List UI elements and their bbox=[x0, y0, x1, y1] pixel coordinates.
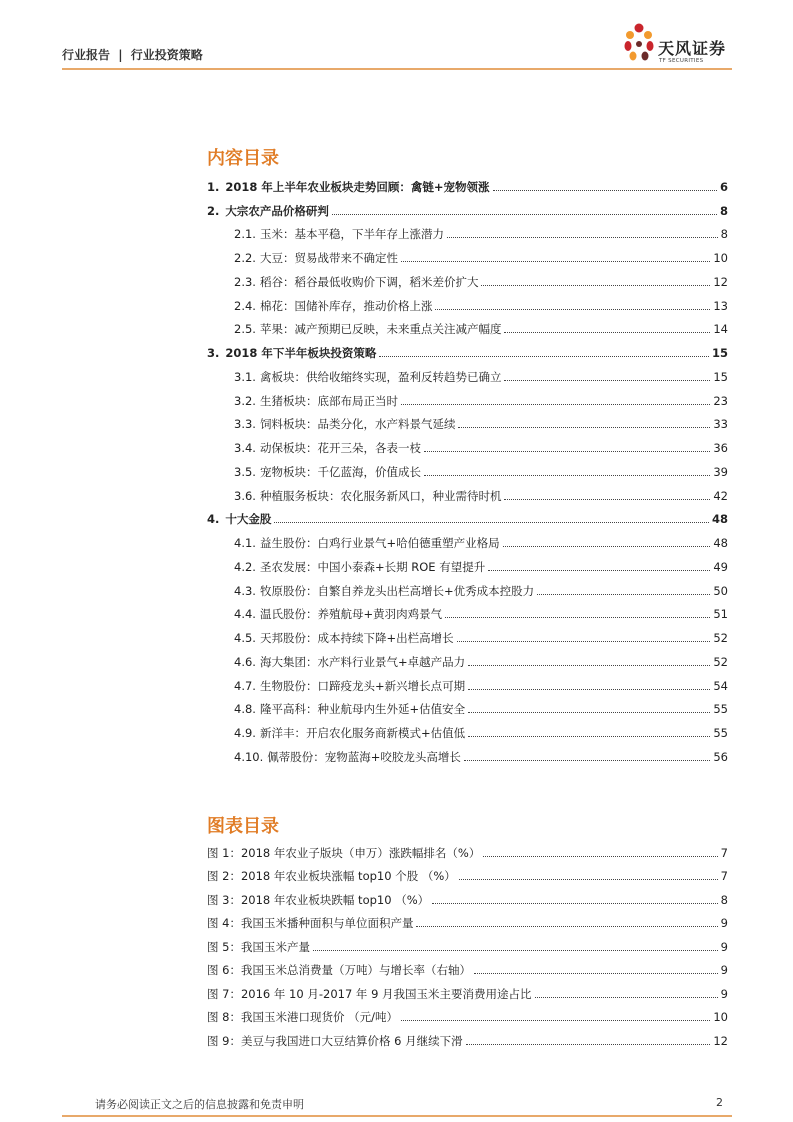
toc-list bbox=[207, 170, 728, 764]
entry-title: 2016 年 10 月-2017 年 9 月我国玉米主要消费用途占比 bbox=[240, 986, 532, 1001]
entry-number: 2.4. bbox=[234, 298, 256, 313]
entry-title: 2018 年农业板块涨幅 top10 个股 （%） bbox=[240, 869, 456, 883]
entry-page-number: 9 bbox=[720, 916, 728, 930]
dot-leader bbox=[504, 332, 710, 333]
entry-page-number: 10 bbox=[713, 251, 728, 265]
entry-page-number: 49 bbox=[713, 559, 728, 574]
entry-number: 4.2. bbox=[234, 559, 256, 574]
entry-number: 3.2. bbox=[234, 393, 256, 408]
entry-title: 佩蒂股份：宠物蓝海+咬胶龙头高增长 bbox=[267, 749, 461, 764]
header-separator: | bbox=[118, 48, 123, 62]
entry-page-number: 52 bbox=[713, 654, 728, 669]
dot-leader bbox=[493, 190, 717, 191]
toc-entry[interactable] bbox=[207, 479, 728, 503]
toc-entry[interactable] bbox=[207, 645, 728, 669]
entry-page-number: 15 bbox=[711, 346, 728, 360]
toc-entry[interactable] bbox=[207, 241, 728, 265]
dot-leader bbox=[432, 903, 718, 904]
entry-page-number: 12 bbox=[713, 274, 728, 289]
entry-title: 禽板块：供给收缩终实现，盈利反转趋势已确立 bbox=[259, 369, 502, 384]
entry-title: 我国玉米总消费量（万吨）与增长率（右轴） bbox=[240, 963, 471, 977]
entry-title: 2018 年上半年农业板块走势回顾：禽链+宠物领涨 bbox=[225, 179, 490, 194]
logo-mark-icon bbox=[622, 22, 656, 66]
dot-leader bbox=[468, 712, 710, 713]
entry-number: 3.6. bbox=[234, 488, 256, 503]
figure-entry[interactable] bbox=[207, 836, 728, 860]
entry-number: 4.1. bbox=[234, 536, 256, 550]
toc-title: 内容目录 bbox=[207, 148, 279, 169]
toc-entry[interactable] bbox=[207, 336, 728, 360]
dot-leader bbox=[504, 499, 710, 500]
dot-leader bbox=[447, 237, 718, 238]
entry-page-number: 50 bbox=[713, 583, 728, 598]
entry-title: 美豆与我国进口大豆结算价格 6 月继续下滑 bbox=[240, 1033, 463, 1048]
dot-leader bbox=[435, 309, 710, 310]
entry-page-number: 56 bbox=[713, 749, 728, 764]
header-breadcrumb bbox=[62, 46, 203, 63]
entry-page-number: 48 bbox=[713, 536, 728, 550]
entry-number: 3. bbox=[207, 346, 220, 360]
toc-entry[interactable] bbox=[207, 289, 728, 313]
entry-title: 圣农发展：中国小泰森+长期 ROE 有望提升 bbox=[259, 559, 486, 574]
figure-entry[interactable] bbox=[207, 1024, 728, 1048]
entry-number: 图 7： bbox=[207, 986, 241, 1001]
entry-title: 2018 年农业子版块（申万）涨跌幅排名（%） bbox=[240, 845, 481, 860]
dot-leader bbox=[457, 641, 711, 642]
footer-page-number: 2 bbox=[716, 1096, 723, 1109]
entry-number: 4.8. bbox=[234, 702, 256, 717]
dot-leader bbox=[445, 617, 710, 618]
entry-number: 2.2. bbox=[234, 251, 256, 265]
figure-entry[interactable] bbox=[207, 907, 728, 931]
toc-entry[interactable] bbox=[207, 598, 728, 622]
logo-text-en: TF SECURITIES bbox=[659, 58, 704, 64]
toc-entry[interactable] bbox=[207, 550, 728, 574]
entry-number: 4.10. bbox=[234, 749, 264, 764]
figure-entry[interactable] bbox=[207, 883, 728, 907]
toc-entry[interactable] bbox=[207, 360, 728, 384]
entry-title: 牧原股份：自繁自养龙头出栏高增长+优秀成本控股力 bbox=[259, 583, 535, 598]
entry-title: 棉花：国储补库存，推动价格上涨 bbox=[259, 298, 433, 313]
footer-divider bbox=[62, 1115, 732, 1117]
toc-entry[interactable] bbox=[207, 503, 728, 527]
entry-page-number: 13 bbox=[713, 298, 728, 313]
entry-title: 我国玉米港口现货价 （元/吨） bbox=[240, 1010, 399, 1024]
entry-title: 生猪板块：底部布局正当时 bbox=[259, 393, 398, 408]
dot-leader bbox=[401, 1020, 710, 1021]
dot-leader bbox=[504, 380, 710, 381]
header-subcategory: 行业投资策略 bbox=[130, 48, 203, 62]
entry-number: 图 2： bbox=[207, 869, 241, 883]
toc-entry[interactable] bbox=[207, 693, 728, 717]
entry-number: 2.1. bbox=[234, 227, 256, 242]
entry-page-number: 12 bbox=[713, 1033, 728, 1048]
entry-number: 图 6： bbox=[207, 963, 241, 977]
entry-page-number: 33 bbox=[713, 417, 728, 432]
dot-leader bbox=[424, 475, 710, 476]
header-divider bbox=[62, 68, 732, 70]
dot-leader bbox=[503, 546, 711, 547]
entry-title: 大豆：贸易战带来不确定性 bbox=[259, 251, 398, 265]
entry-page-number: 39 bbox=[713, 464, 728, 479]
dot-leader bbox=[468, 665, 710, 666]
entry-title: 我国玉米播种面积与单位面积产量 bbox=[240, 916, 414, 930]
dot-leader bbox=[424, 451, 710, 452]
entry-number: 2.3. bbox=[234, 274, 256, 289]
entry-page-number: 23 bbox=[713, 393, 728, 408]
toc-entry[interactable] bbox=[207, 574, 728, 598]
entry-page-number: 8 bbox=[720, 227, 728, 242]
entry-number: 图 3： bbox=[207, 892, 241, 907]
entry-page-number: 42 bbox=[713, 488, 728, 503]
entry-page-number: 6 bbox=[719, 179, 728, 194]
entry-title: 2018 年农业板块跌幅 top10 （%） bbox=[240, 892, 430, 907]
entry-title: 稻谷：稻谷最低收购价下调，稻米差价扩大 bbox=[259, 274, 479, 289]
entry-number: 图 5： bbox=[207, 939, 241, 954]
entry-number: 4.3. bbox=[234, 583, 256, 598]
entry-number: 4.4. bbox=[234, 607, 256, 622]
header-category: 行业报告 bbox=[62, 48, 111, 62]
figure-entry[interactable] bbox=[207, 1001, 728, 1025]
figure-entry[interactable] bbox=[207, 930, 728, 954]
dot-leader bbox=[464, 760, 710, 761]
entry-number: 4.7. bbox=[234, 678, 256, 693]
entry-page-number: 9 bbox=[720, 986, 728, 1001]
figures-title: 图表目录 bbox=[207, 816, 279, 837]
dot-leader bbox=[416, 926, 717, 927]
dot-leader bbox=[459, 879, 718, 880]
dot-leader bbox=[468, 689, 710, 690]
entry-number: 图 8： bbox=[207, 1010, 241, 1024]
dot-leader bbox=[379, 356, 709, 357]
dot-leader bbox=[468, 736, 710, 737]
entry-number: 3.4. bbox=[234, 441, 256, 455]
entry-title: 宠物板块：千亿蓝海，价值成长 bbox=[259, 464, 421, 479]
entry-title: 2018 年下半年板块投资策略 bbox=[225, 346, 377, 360]
entry-title: 温氏股份：养殖航母+黄羽肉鸡景气 bbox=[259, 607, 443, 622]
toc-entry[interactable] bbox=[207, 408, 728, 432]
entry-page-number: 9 bbox=[720, 963, 728, 977]
entry-number: 4.9. bbox=[234, 726, 256, 740]
toc-entry[interactable] bbox=[207, 431, 728, 455]
entry-page-number: 9 bbox=[720, 939, 728, 954]
entry-page-number: 55 bbox=[713, 702, 728, 717]
figure-entry[interactable] bbox=[207, 954, 728, 978]
entry-title: 种植服务板块：农化服务新风口，种业需待时机 bbox=[259, 488, 502, 503]
dot-leader bbox=[483, 856, 717, 857]
toc-entry[interactable] bbox=[207, 313, 728, 337]
dot-leader bbox=[313, 950, 718, 951]
entry-title: 生物股份：口蹄疫龙头+新兴增长点可期 bbox=[259, 678, 466, 693]
entry-number: 图 4： bbox=[207, 916, 241, 930]
dot-leader bbox=[481, 285, 710, 286]
entry-page-number: 7 bbox=[720, 869, 728, 883]
toc-entry[interactable] bbox=[207, 716, 728, 740]
entry-title: 我国玉米产量 bbox=[240, 939, 310, 954]
entry-number: 1. bbox=[207, 179, 220, 194]
entry-number: 4.6. bbox=[234, 654, 256, 669]
toc-entry[interactable] bbox=[207, 194, 728, 218]
logo-text-cn: 天风证券 bbox=[658, 39, 727, 58]
toc-entry[interactable] bbox=[207, 384, 728, 408]
entry-title: 大宗农产品价格研判 bbox=[225, 203, 329, 218]
entry-number: 3.1. bbox=[234, 369, 256, 384]
entry-title: 玉米：基本平稳，下半年存上涨潜力 bbox=[259, 227, 444, 242]
entry-page-number: 7 bbox=[720, 845, 728, 860]
entry-title: 益生股份：白鸡行业景气+哈伯德重塑产业格局 bbox=[259, 536, 500, 550]
entry-page-number: 8 bbox=[719, 203, 728, 218]
toc-entry[interactable] bbox=[207, 218, 728, 242]
entry-number: 4.5. bbox=[234, 631, 256, 645]
toc-entry[interactable] bbox=[207, 265, 728, 289]
footer-disclaimer: 请务必阅读正文之后的信息披露和免责申明 bbox=[95, 1098, 304, 1111]
entry-title: 隆平高科：种业航母内生外延+估值安全 bbox=[259, 702, 466, 717]
entry-number: 2. bbox=[207, 203, 220, 218]
dot-leader bbox=[488, 570, 710, 571]
entry-page-number: 8 bbox=[720, 892, 728, 907]
entry-page-number: 14 bbox=[713, 322, 728, 337]
entry-title: 天邦股份：成本持续下降+出栏高增长 bbox=[259, 631, 454, 645]
toc-entry[interactable] bbox=[207, 170, 728, 194]
dot-leader bbox=[401, 404, 710, 405]
entry-number: 图 1： bbox=[207, 845, 241, 860]
entry-page-number: 51 bbox=[713, 607, 728, 622]
toc-entry[interactable] bbox=[207, 526, 728, 550]
entry-number: 4. bbox=[207, 512, 220, 527]
entry-number: 3.5. bbox=[234, 464, 256, 479]
entry-number: 3.3. bbox=[234, 417, 256, 432]
toc-entry[interactable] bbox=[207, 669, 728, 693]
figure-entry[interactable] bbox=[207, 977, 728, 1001]
figures-list bbox=[207, 836, 728, 1048]
entry-page-number: 48 bbox=[711, 512, 728, 527]
toc-entry[interactable] bbox=[207, 455, 728, 479]
company-logo bbox=[622, 22, 742, 66]
entry-title: 饲料板块：品类分化，水产料景气延续 bbox=[259, 417, 456, 432]
entry-page-number: 54 bbox=[713, 678, 728, 693]
dot-leader bbox=[535, 997, 718, 998]
dot-leader bbox=[401, 261, 710, 262]
entry-page-number: 15 bbox=[713, 369, 728, 384]
entry-title: 海大集团：水产料行业景气+卓越产品力 bbox=[259, 654, 466, 669]
dot-leader bbox=[466, 1044, 711, 1045]
figure-entry[interactable] bbox=[207, 860, 728, 884]
dot-leader bbox=[537, 594, 710, 595]
dot-leader bbox=[274, 522, 709, 523]
entry-page-number: 10 bbox=[713, 1010, 728, 1024]
entry-number: 图 9： bbox=[207, 1033, 241, 1048]
entry-title: 动保板块：花开三朵，各表一枝 bbox=[259, 441, 421, 455]
entry-number: 2.5. bbox=[234, 322, 256, 337]
dot-leader bbox=[332, 214, 717, 215]
entry-title: 新洋丰：开启农化服务商新模式+估值低 bbox=[259, 726, 466, 740]
entry-title: 苹果：减产预期已反映，未来重点关注减产幅度 bbox=[259, 322, 502, 337]
toc-entry[interactable] bbox=[207, 621, 728, 645]
dot-leader bbox=[458, 427, 710, 428]
toc-entry[interactable] bbox=[207, 740, 728, 764]
entry-page-number: 55 bbox=[713, 726, 728, 740]
entry-title: 十大金股 bbox=[225, 512, 272, 527]
dot-leader bbox=[474, 973, 718, 974]
entry-page-number: 52 bbox=[713, 631, 728, 645]
entry-page-number: 36 bbox=[713, 441, 728, 455]
